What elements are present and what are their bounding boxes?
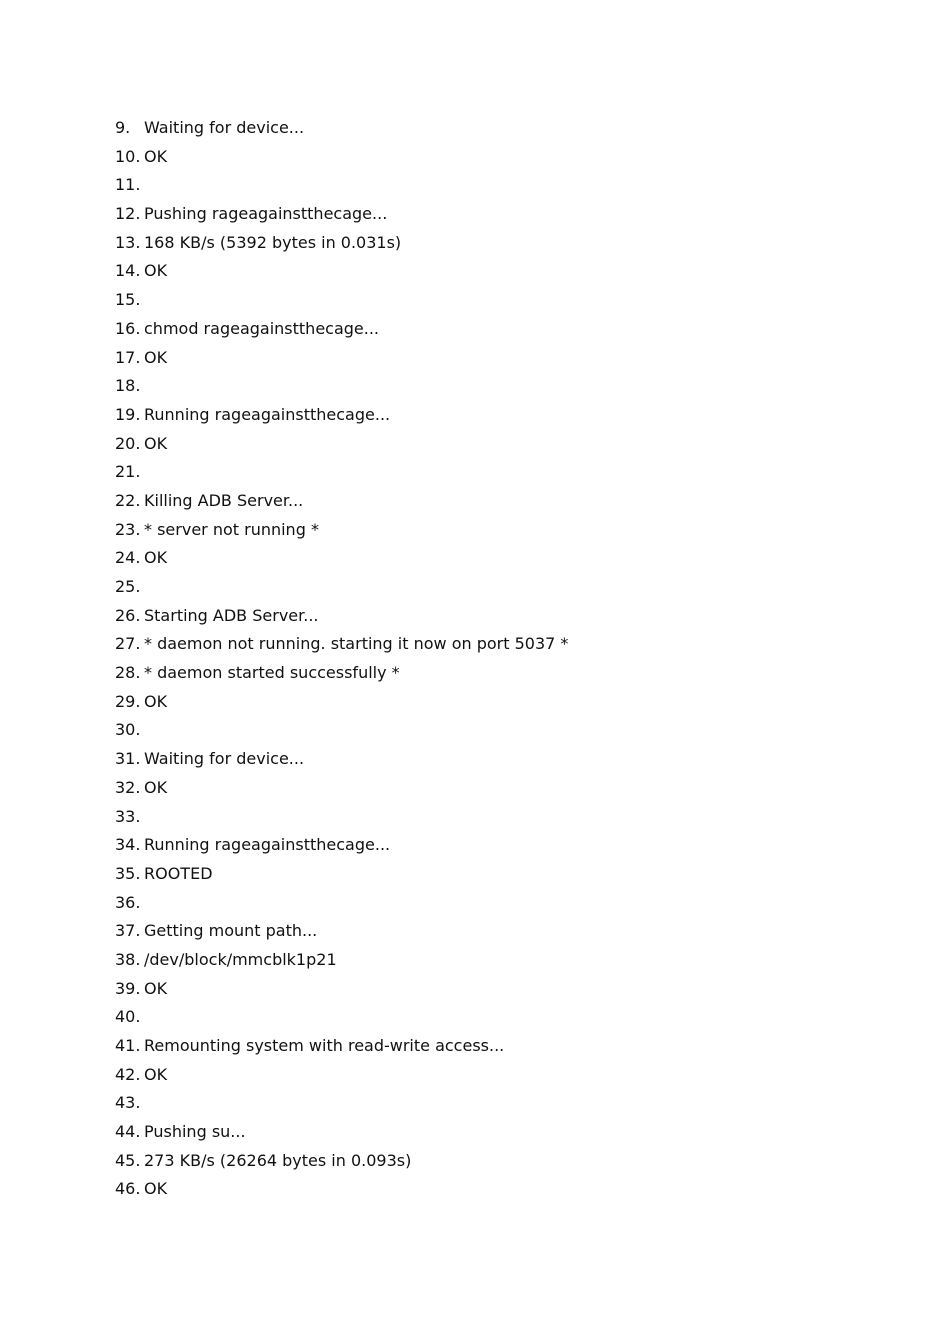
log-line — [115, 344, 568, 373]
line-number: 18. — [115, 376, 141, 396]
line-text: OK — [144, 146, 168, 166]
line-text: 273 KB/s (26264 bytes in 0.093s) — [144, 1150, 412, 1170]
numbered-log-listing — [115, 114, 568, 1204]
line-number: 28. — [115, 663, 141, 683]
log-line — [115, 716, 568, 745]
line-text: Remounting system with read-write access... — [144, 1036, 505, 1055]
line-text: Starting ADB Server... — [144, 605, 319, 625]
line-text: chmod rageagainstthecage... — [144, 318, 380, 338]
line-text: OK — [144, 347, 168, 367]
line-number: 11. — [115, 175, 141, 195]
line-text: Pushing rageagainstthecage... — [144, 204, 388, 224]
line-number: 36. — [115, 892, 141, 912]
line-text: * server not running * — [144, 519, 319, 539]
line-number: 17. — [115, 347, 141, 367]
line-number: 9. — [115, 118, 131, 137]
log-line — [115, 1118, 568, 1147]
log-line — [115, 458, 568, 487]
line-text: Getting mount path... — [144, 921, 318, 941]
log-line — [115, 975, 568, 1004]
line-text: Running rageagainstthecage... — [144, 835, 391, 855]
log-line — [115, 602, 568, 631]
line-text: OK — [144, 548, 168, 568]
line-number: 12. — [115, 204, 141, 224]
log-line — [115, 372, 568, 401]
log-line — [115, 286, 568, 315]
line-number: 10. — [115, 146, 141, 166]
log-line — [115, 1175, 568, 1204]
log-line — [115, 889, 568, 918]
line-number: 13. — [115, 232, 141, 252]
line-text: Waiting for device... — [144, 749, 305, 769]
line-text: ROOTED — [144, 863, 213, 883]
line-text: * daemon not running. starting it now on port 5037 * — [144, 634, 569, 654]
line-number: 19. — [115, 404, 141, 424]
line-text: Killing ADB Server... — [144, 490, 304, 510]
log-line — [115, 1089, 568, 1118]
log-line — [115, 803, 568, 832]
line-text: Pushing su... — [144, 1122, 246, 1142]
log-line — [115, 573, 568, 602]
line-text: OK — [144, 1179, 168, 1199]
line-number: 15. — [115, 290, 141, 310]
line-number: 30. — [115, 720, 141, 740]
line-number: 29. — [115, 691, 141, 711]
line-number: 43. — [115, 1093, 141, 1113]
line-text: OK — [144, 691, 168, 711]
log-line — [115, 860, 568, 889]
log-line — [115, 171, 568, 200]
line-number: 26. — [115, 605, 141, 625]
line-number: 34. — [115, 835, 141, 855]
line-number: 20. — [115, 433, 141, 453]
line-text: /dev/block/mmcblk1p21 — [144, 949, 337, 969]
line-number: 37. — [115, 921, 141, 941]
line-text: OK — [144, 261, 168, 281]
line-number: 22. — [115, 490, 141, 510]
line-number: 14. — [115, 261, 141, 281]
log-line — [115, 946, 568, 975]
line-number: 44. — [115, 1122, 141, 1142]
log-line — [115, 114, 568, 143]
line-number: 23. — [115, 519, 141, 539]
line-text: OK — [144, 1064, 168, 1084]
line-number: 42. — [115, 1064, 141, 1084]
line-number: 31. — [115, 749, 141, 769]
line-number: 39. — [115, 978, 141, 998]
line-number: 33. — [115, 806, 141, 826]
line-text: Waiting for device... — [144, 118, 305, 137]
log-line — [115, 1147, 568, 1176]
log-line — [115, 630, 568, 659]
log-line — [115, 688, 568, 717]
log-line — [115, 401, 568, 430]
line-number: 21. — [115, 462, 141, 482]
log-line — [115, 229, 568, 258]
line-number: 25. — [115, 577, 141, 596]
log-line — [115, 1061, 568, 1090]
line-number: 32. — [115, 777, 141, 797]
log-line — [115, 917, 568, 946]
log-line — [115, 516, 568, 545]
line-text: 168 KB/s (5392 bytes in 0.031s) — [144, 232, 402, 252]
line-number: 35. — [115, 863, 141, 883]
log-line — [115, 487, 568, 516]
line-text: OK — [144, 433, 168, 453]
line-number: 41. — [115, 1036, 141, 1055]
log-line — [115, 1003, 568, 1032]
line-number: 46. — [115, 1179, 141, 1199]
line-number: 27. — [115, 634, 141, 654]
line-number: 16. — [115, 318, 141, 338]
line-number: 45. — [115, 1150, 141, 1170]
line-number: 38. — [115, 949, 141, 969]
line-text: OK — [144, 978, 168, 998]
log-line — [115, 1032, 568, 1061]
line-text: OK — [144, 777, 168, 797]
log-line — [115, 143, 568, 172]
log-line — [115, 831, 568, 860]
line-text: Running rageagainstthecage... — [144, 404, 391, 424]
log-line — [115, 430, 568, 459]
line-text: * daemon started successfully * — [144, 663, 400, 683]
log-line — [115, 257, 568, 286]
line-number: 24. — [115, 548, 141, 568]
log-line — [115, 544, 568, 573]
log-line — [115, 200, 568, 229]
log-line — [115, 774, 568, 803]
log-line — [115, 315, 568, 344]
log-line — [115, 659, 568, 688]
log-line — [115, 745, 568, 774]
line-number: 40. — [115, 1007, 141, 1027]
